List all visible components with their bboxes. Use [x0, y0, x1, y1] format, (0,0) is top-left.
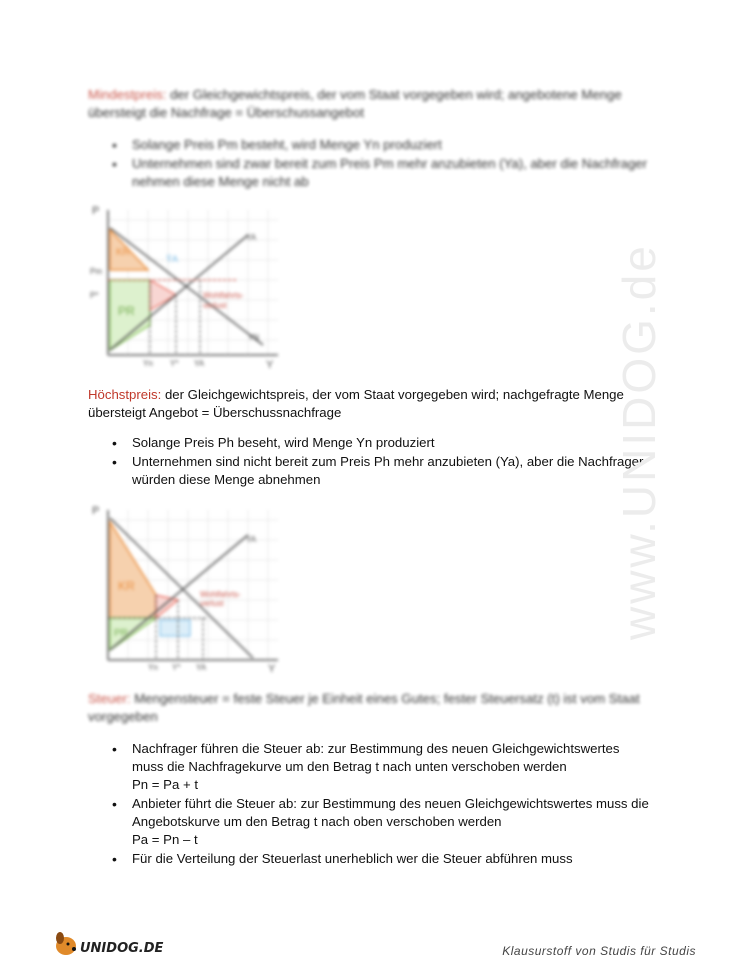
watermark: www.UNIDOG.de — [613, 243, 665, 640]
list-item: • Unternehmen sind nicht bereit zum Preis Ph mehr anzubieten (Ya), aber die Nachfrager würden diese Menge abnehmen — [112, 453, 672, 489]
bullet-1-formula: Pn = Pa + t — [132, 777, 198, 792]
list-item — [112, 795, 672, 849]
label-yn: Yn — [148, 663, 158, 672]
hoechstpreis-definition — [88, 386, 648, 422]
graph-mindestpreis — [88, 200, 288, 370]
list-item: • Solange Preis Ph beseht, wird Menge Yn produziert — [112, 434, 672, 452]
graph-hoechstpreis — [88, 500, 288, 675]
hoechstpreis-term: Höchstpreis: — [88, 387, 162, 402]
label-pstar: P* — [90, 291, 99, 300]
bullet-3-line-1: • Für die Verteilung der Steuerlast unerheblich wer die Steuer abführen muss — [132, 851, 573, 866]
mindestpreis-term: Mindestpreis: — [88, 87, 167, 102]
label-pr: PR — [114, 628, 128, 639]
bullet-2-line-1: • Anbieter führt die Steuer ab: zur Bestimmung des neuen Gleichgewichtswertes muss die — [132, 796, 649, 811]
logo-text: UNIDOG.DE — [80, 941, 164, 956]
label-ya: YA — [194, 359, 205, 368]
axis-label-p: P — [92, 505, 100, 517]
list-item: • Solange Preis Pm besteht, wird Menge Yn produziert — [112, 136, 672, 154]
label-yn-curve: YN — [248, 333, 260, 342]
axis-label-y: Y — [268, 663, 276, 675]
label-ya-curve: YA — [246, 535, 257, 544]
label-ya: YA — [196, 663, 207, 672]
steuer-bullets — [112, 740, 672, 869]
steuer-text-1: Mengensteuer = feste Steuer je Einheit eines Gutes; fester Steuersatz (t) ist vom Staat — [130, 691, 640, 706]
mindestpreis-text-2: übersteigt die Nachfrage = Überschussangebot — [88, 105, 365, 120]
mindestpreis-bullets — [112, 136, 672, 192]
label-ya-curve: YA — [246, 233, 257, 242]
label-wohlfahrt-1: Wohlfahrts- — [203, 291, 244, 300]
label-kr: KR — [118, 579, 135, 593]
steuer-term: Steuer: — [88, 691, 131, 706]
mindestpreis-text-1: der Gleichgewichtspreis, der vom Staat vorgegeben wird; angebotene Menge — [166, 87, 622, 102]
label-ystar: Y* — [170, 359, 179, 368]
axis-label-y: Y — [266, 359, 274, 370]
hoechstpreis-text-2: übersteigt Angebot = Überschussnachfrage — [88, 405, 342, 420]
steuer-definition — [88, 690, 648, 726]
label-wohlfahrt-2: verlust — [200, 599, 224, 608]
label-kr: KR — [116, 247, 130, 258]
list-item: • Unternehmen sind zwar bereit zum Preis Pm mehr anzubieten (Ya), aber die Nachfrager nehmen diese Menge nicht ab — [112, 155, 672, 191]
list-item — [112, 850, 672, 868]
bullet-2-formula: Pa = Pn – t — [132, 832, 198, 847]
kr-area — [110, 522, 156, 618]
ya-area — [160, 620, 190, 636]
mindestpreis-definition — [88, 86, 648, 122]
hoechstpreis-bullets — [112, 434, 672, 490]
label-yn: Yn — [143, 359, 153, 368]
label-wohlfahrt-2: verlust — [203, 301, 227, 310]
label-ystar: Y* — [172, 663, 181, 672]
hoechstpreis-text-1: der Gleichgewichtspreis, der vom Staat vorgegeben wird; nachgefragte Menge — [161, 387, 624, 402]
label-wohlfahrt-1: Wohlfahrts- — [200, 590, 241, 599]
bullet-1-line-1: • Nachfrager führen die Steuer ab: zur Bestimmung des neuen Gleichgewichtswertes — [132, 741, 620, 756]
label-ya-bar: ȲA — [166, 254, 179, 264]
steuer-text-2: vorgegeben — [88, 709, 158, 724]
dog-icon — [56, 932, 76, 955]
bullet-1-line-2: muss die Nachfragekurve um den Betrag t nach unten verschoben werden — [132, 759, 567, 774]
axis-label-p: P — [92, 205, 100, 217]
list-item — [112, 740, 672, 794]
footer-tagline: Klausurstoff von Studis für Studis — [502, 944, 696, 958]
label-pr: PR — [118, 304, 135, 318]
bullet-2-line-2: Angebotskurve um den Betrag t nach oben verschoben werden — [132, 814, 502, 829]
label-pm: Pm — [90, 267, 102, 276]
unidog-logo — [52, 928, 172, 960]
